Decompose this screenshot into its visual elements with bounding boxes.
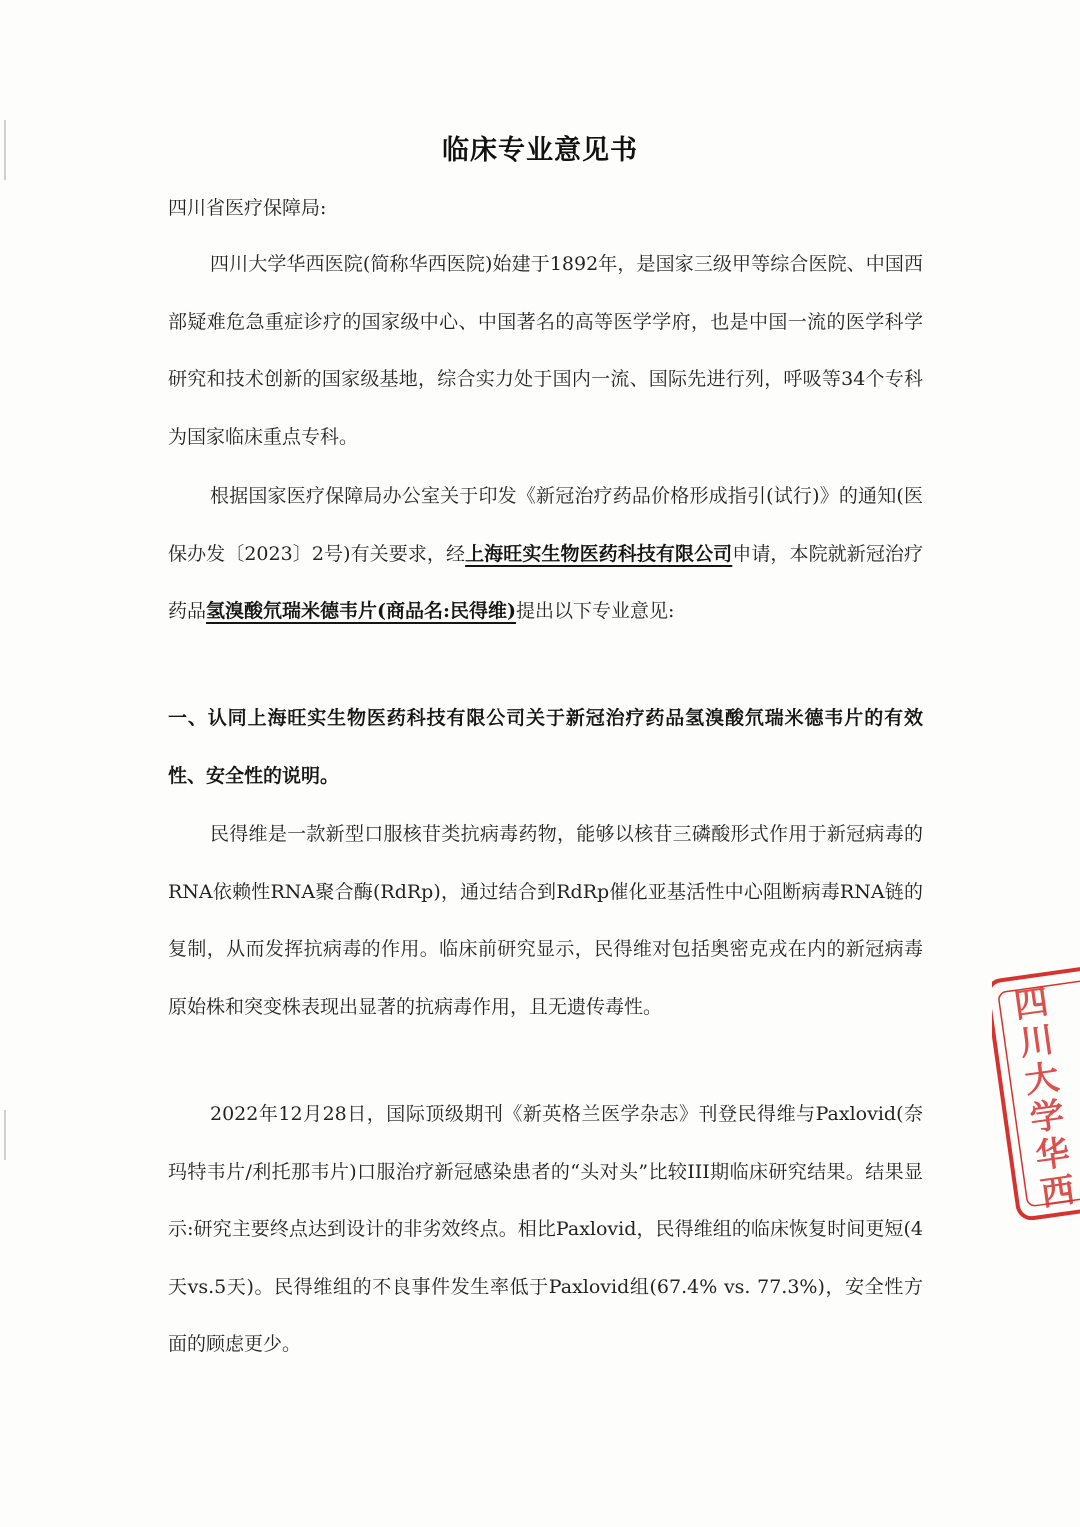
para2-text-1: 根据国家医疗保障局办公室关于印发《新冠治疗药品价格形成指引(试行)》的通知(医保办发〔2023〕2号)有关要求，经	[168, 485, 923, 565]
company-name: 上海旺实生物医药科技有限公司	[465, 542, 733, 565]
document-title: 临床专业意见书	[442, 135, 638, 166]
hospital-seal	[992, 958, 1080, 1220]
drug-name: 氢溴酸氘瑞米德韦片(商品名:民得维)	[206, 600, 517, 623]
seal-glyph: 华	[1032, 1132, 1073, 1177]
seal-glyph: 大	[1022, 1057, 1062, 1102]
seal-glyph: 西	[1038, 1170, 1078, 1215]
para2-text-2: 申请，本院就新冠治疗药品	[168, 542, 923, 623]
section-heading-1: 一、认同上海旺实生物医药科技有限公司关于新冠治疗药品氢溴酸氘瑞米德韦片的有效性、安全性的说明。	[168, 707, 923, 787]
seal-glyph: 四	[1011, 982, 1051, 1027]
seal-glyph: 学	[1027, 1094, 1067, 1140]
paragraph-hospital-intro: 四川大学华西医院(简称华西医院)始建于1892年，是国家三级甲等综合医院、中国西部疑难危急重症诊疗的国家级中心、中国著名的高等医学学府，也是中国一流的医学科学研究和技术创新的国家级基地，综合实力处于国内一流、国际先进行列，呼吸等34个专科为国家临床重点专科。	[168, 253, 923, 448]
salutation: 四川省医疗保障局:	[168, 197, 327, 219]
paragraph-application	[168, 468, 923, 641]
paragraph-clinical-trial: 2022年12月28日，国际顶级期刊《新英格兰医学杂志》刊登民得维与Paxlovid(奈玛特韦片/利托那韦片)口服治疗新冠感染患者的“头对头”比较III期临床研究结果。结果显示:研究主要终点达到设计的非劣效终点。相比Paxlovid，民得维组的临床恢复时间更短(4天vs.5天)。民得维组的不良事件发生率低于Paxlovid组(67.4% vs. 77.3%)，安全性方面的顾虑更少。	[168, 1103, 923, 1356]
seal-glyph: 川	[1017, 1019, 1057, 1065]
seal-stamp-icon	[992, 958, 1080, 1220]
binding-mark	[4, 1110, 6, 1160]
para2-text-3: 提出以下专业意见:	[516, 600, 675, 623]
paragraph-mechanism: 民得维是一款新型口服核苷类抗病毒药物，能够以核苷三磷酸形式作用于新冠病毒的RNA依赖性RNA聚合酶(RdRp)，通过结合到RdRp催化亚基活性中心阻断病毒RNA链的复制，从而发挥抗病毒的作用。临床前研究显示，民得维对包括奥密克戎在内的新冠病毒原始株和突变株表现出显著的抗病毒作用，且无遗传毒性。	[168, 823, 923, 1018]
